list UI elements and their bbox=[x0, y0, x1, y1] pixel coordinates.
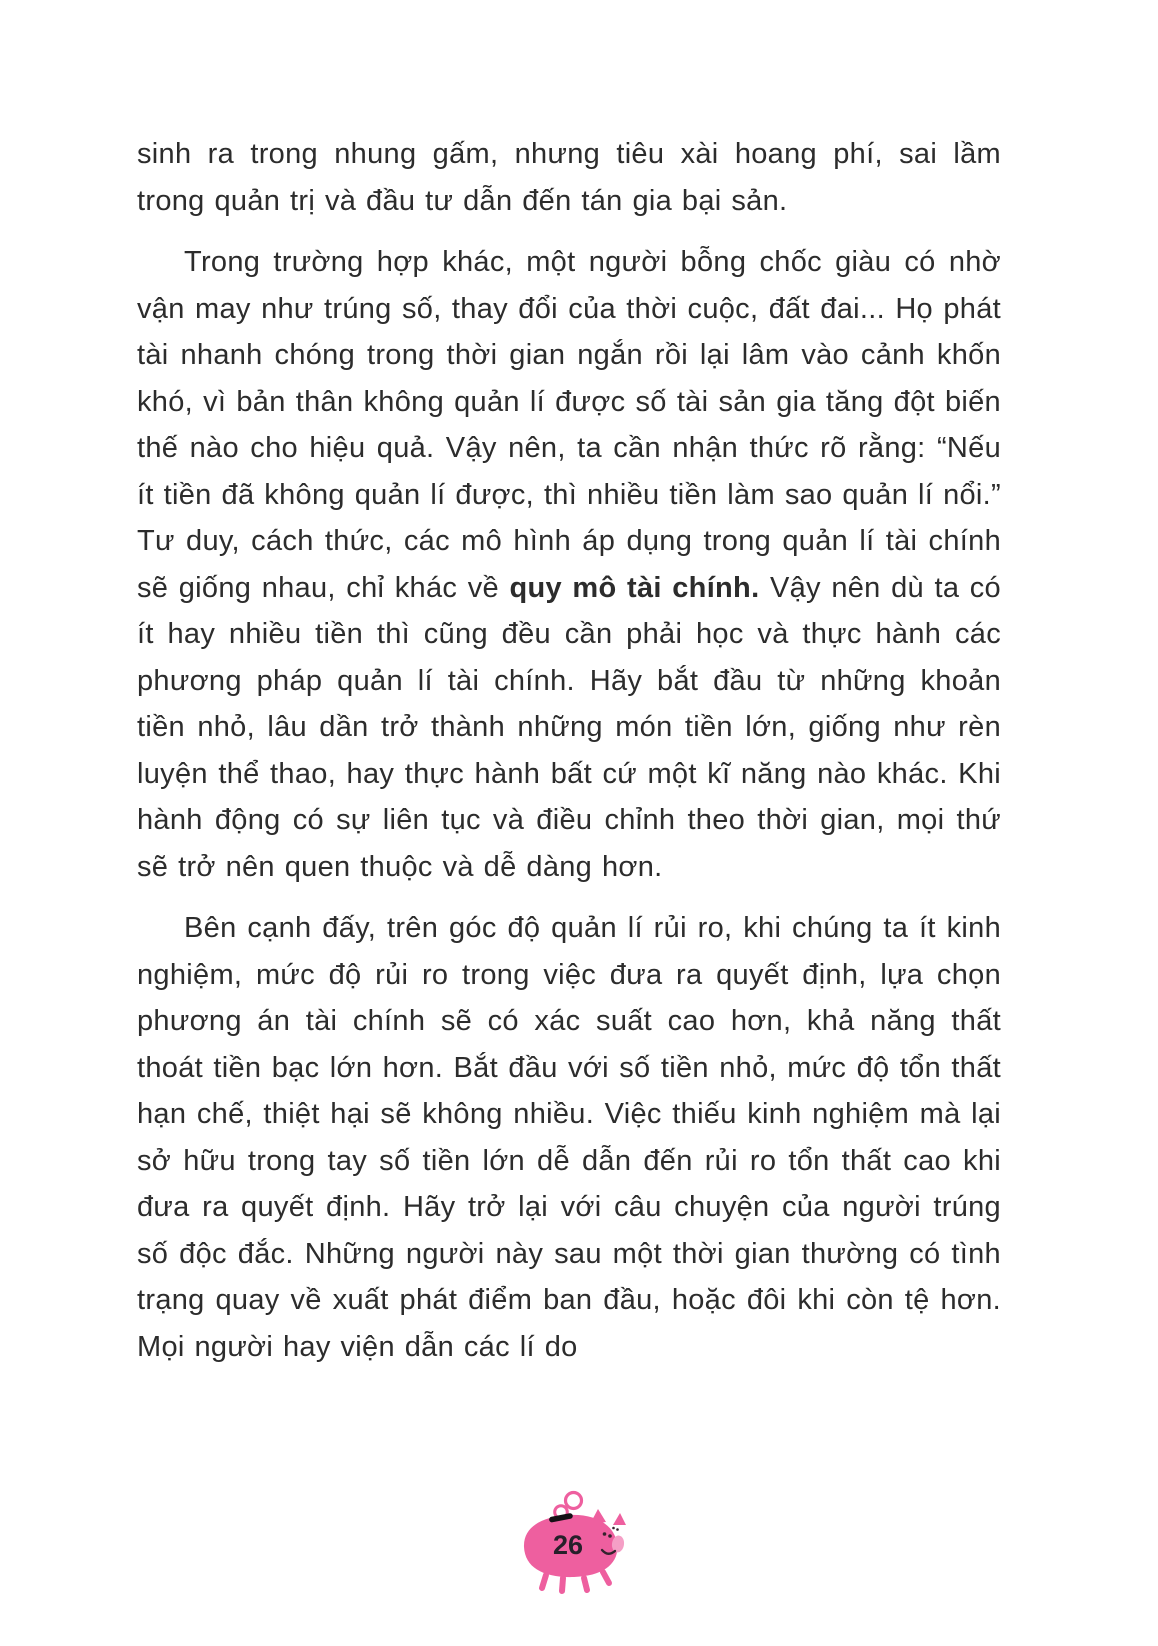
paragraph: Bên cạnh đấy, trên góc độ quản lí rủi ro, khi chúng ta ít kinh nghiệm, mức độ rủi ro trong việc đưa ra quyết định, lựa chọn phương án tài chính sẽ có xác suất cao hơn, khả năng thất thoát tiền bạc lớn hơn. Bắt đầu với số tiền nhỏ, mức độ tổn thất hạn chế, thiệt hại sẽ không nhiều. Việc thiếu kinh nghiệm mà lại sở hữu trong tay số tiền lớn dễ dẫn đến rủi ro tổn thất cao khi đưa ra quyết định. Hãy trở lại với câu chuyện của người trúng số độc đắc. Những người này sau một thời gian thường có tình trạng quay về xuất phát điểm ban đầu, hoặc đôi khi còn tệ hơn. Mọi người hay viện dẫn các lí do bbox=[137, 912, 1001, 1363]
paragraph bbox=[137, 239, 1001, 890]
paragraph: sinh ra trong nhung gấm, nhưng tiêu xài hoang phí, sai lầm trong quản trị và đầu tư dẫn đến tán gia bại sản. bbox=[137, 138, 1001, 217]
paragraph-text: Trong trường hợp khác, một người bỗng chốc giàu có nhờ vận may như trúng số, thay đổi của thời cuộc, đất đai... Họ phát tài nhanh chóng trong thời gian ngắn rồi lại lâm vào cảnh khốn khó, vì bản thân không quản lí được số tài sản gia tăng đột biến thế nào cho hiệu quả. Vậy nên, ta cần nhận thức rõ rằng: “Nếu ít tiền đã không quản lí được, thì nhiều tiền làm sao quản lí nổi.” Tư duy, cách thức, các mô hình áp dụng trong quản lí tài chính sẽ giống nhau, chỉ khác về bbox=[137, 246, 1001, 604]
paragraph-text: Vậy nên dù ta có ít hay nhiều tiền thì cũng đều cần phải học và thực hành các phương pháp quản lí tài chính. Hãy bắt đầu từ những khoản tiền nhỏ, lâu dần trở thành những món tiền lớn, giống như rèn luyện thể thao, hay thực hành bất cứ một kĩ năng nào khác. Khi hành động có sự liên tục và điều chỉnh theo thời gian, mọi thứ sẽ trở nên quen thuộc và dễ dàng hơn. bbox=[137, 571, 1001, 883]
page-text bbox=[137, 131, 1001, 1370]
piggy-bank-icon bbox=[500, 1480, 660, 1610]
bold-text: quy mô tài chính. bbox=[509, 571, 760, 604]
page-number: 26 bbox=[552, 1530, 584, 1560]
